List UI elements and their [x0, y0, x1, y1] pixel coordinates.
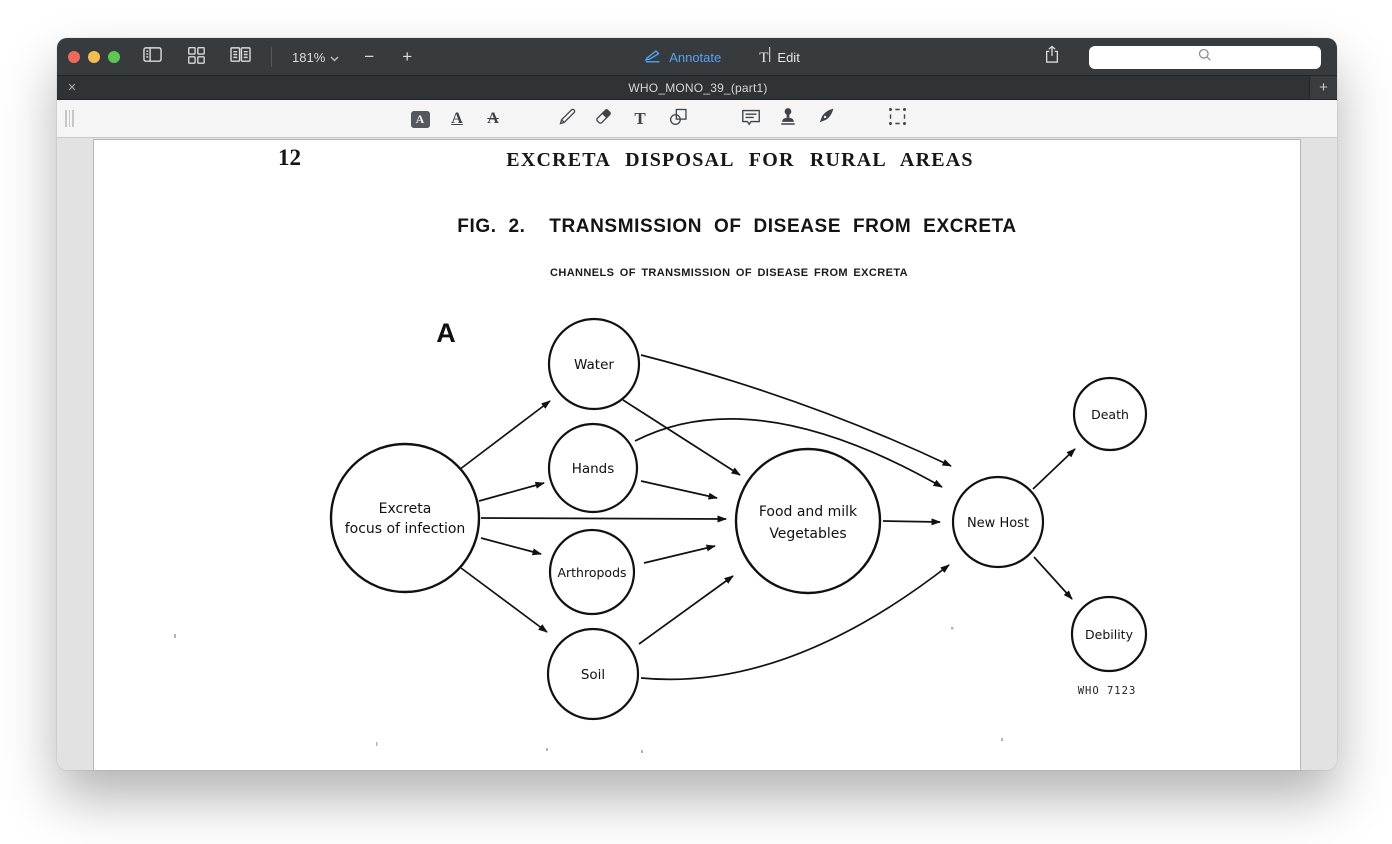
svg-text:Water: Water [574, 357, 614, 373]
zoom-out-button[interactable]: − [364, 47, 375, 66]
sketch-tool-button[interactable] [552, 104, 582, 134]
svg-text:focus of infection: focus of infection [344, 521, 466, 537]
note-tool-button[interactable] [736, 104, 766, 134]
node-excreta [331, 444, 479, 592]
share-button[interactable] [1037, 44, 1067, 70]
svg-text:Soil: Soil [580, 667, 606, 683]
minimize-window-button[interactable] [88, 51, 100, 63]
running-header: EXCRETA DISPOSAL FOR RURAL AREAS [506, 149, 974, 171]
tab-title[interactable]: WHO_MONO_39_(part1) [628, 80, 768, 95]
figure-title: FIG. 2. TRANSMISSION OF DISEASE FROM EXCRETA [457, 216, 1017, 237]
signature-tool-button[interactable] [810, 104, 840, 134]
text-edit-icon: T [759, 47, 770, 67]
text-tool-button[interactable] [625, 104, 655, 134]
sidebar-toggle-button[interactable] [137, 44, 167, 70]
svg-text:Hands: Hands [571, 461, 615, 477]
page-number: 12 [278, 145, 301, 170]
annotation-toolbar [57, 100, 1337, 138]
preview-window [57, 38, 1337, 770]
thumbnails-view-button[interactable] [181, 44, 211, 70]
svg-text:Vegetables: Vegetables [769, 526, 847, 542]
close-window-button[interactable] [68, 51, 80, 63]
title-bar [57, 38, 1337, 76]
annotate-label: Annotate [669, 49, 722, 65]
scan-speck [174, 634, 176, 638]
selection-tool-button[interactable] [882, 104, 912, 134]
edit-mode-button[interactable] [759, 47, 800, 67]
search-icon [1198, 48, 1212, 67]
underline-icon: A [451, 110, 463, 127]
chevron-down-icon [330, 50, 339, 65]
signature-pen-icon [815, 106, 836, 132]
figure-credit: WHO 7123 [1077, 685, 1137, 697]
eraser-icon [593, 106, 614, 132]
shapes-icon [668, 106, 689, 132]
sidebar-icon [142, 45, 163, 69]
zoom-window-button[interactable] [108, 51, 120, 63]
pdf-page[interactable] [93, 139, 1301, 770]
stamp-icon [778, 106, 798, 132]
diagram-section-label: A [436, 318, 456, 348]
grid-icon [186, 45, 206, 70]
underline-tool-button[interactable] [442, 104, 472, 134]
node-food [736, 449, 880, 593]
two-page-icon [229, 45, 252, 69]
transmission-diagram [294, 280, 1274, 760]
traffic-lights [68, 51, 120, 63]
shapes-tool-button[interactable] [663, 104, 693, 134]
highlight-tool-button[interactable] [405, 104, 435, 134]
scan-specks [376, 627, 1003, 753]
svg-text:Food and milk: Food and milk [758, 504, 858, 520]
svg-text:Debility: Debility [1085, 627, 1133, 642]
two-page-view-button[interactable] [225, 44, 255, 70]
highlight-icon: A [411, 111, 430, 128]
toolbar-drag-handle[interactable] [65, 110, 74, 127]
svg-text:Arthropods: Arthropods [557, 565, 627, 580]
toolbar-divider [271, 47, 272, 67]
share-icon [1044, 45, 1060, 69]
strikethrough-icon: A [487, 110, 499, 127]
note-icon [740, 106, 762, 132]
text-tool-icon: T [634, 109, 646, 128]
selection-icon [887, 106, 908, 132]
svg-text:Death: Death [1091, 407, 1129, 422]
zoom-level-dropdown[interactable] [288, 50, 343, 65]
tab-close-button[interactable]: ✕ [67, 82, 77, 94]
figure-subtitle: CHANNELS OF TRANSMISSION OF DISEASE FROM EXCRETA [550, 267, 908, 279]
svg-text:New Host: New Host [966, 516, 1030, 531]
zoom-in-button[interactable]: + [402, 47, 413, 66]
stamp-tool-button[interactable] [773, 104, 803, 134]
search-input[interactable] [1089, 46, 1321, 69]
tab-bar [57, 76, 1337, 100]
annotate-pen-icon [644, 48, 662, 66]
new-tab-button[interactable]: + [1309, 76, 1337, 99]
zoom-level-value: 181% [292, 49, 326, 65]
annotate-mode-button[interactable] [644, 48, 721, 66]
eraser-tool-button[interactable] [588, 104, 618, 134]
pencil-icon [557, 106, 578, 132]
document-viewport [57, 138, 1337, 770]
svg-text:Excreta: Excreta [378, 501, 432, 517]
edit-label: Edit [777, 49, 800, 65]
strikethrough-tool-button[interactable] [478, 104, 508, 134]
